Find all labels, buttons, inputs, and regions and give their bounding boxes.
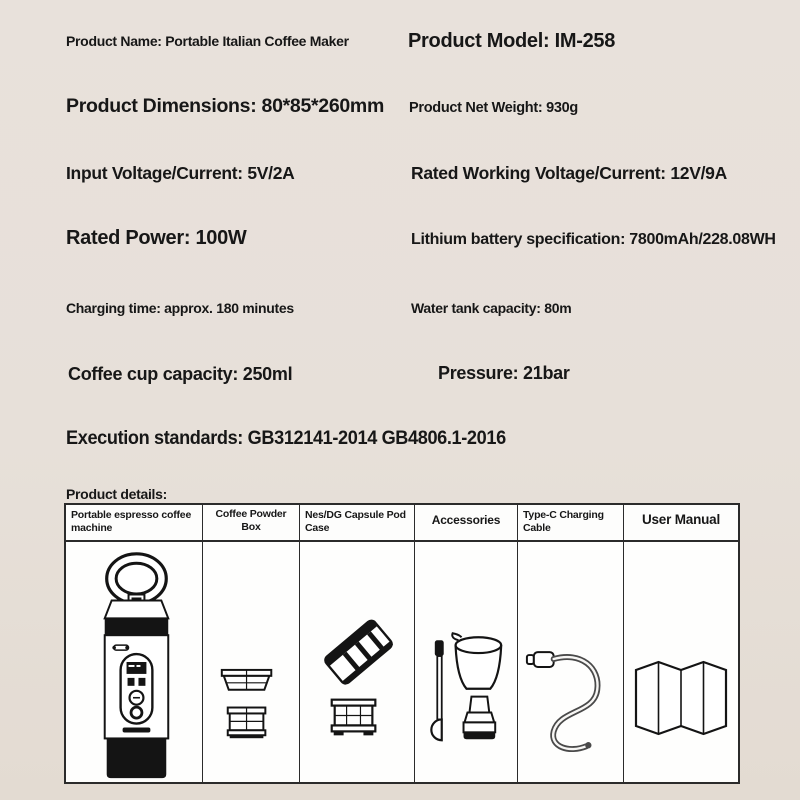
spec-battery: Lithium battery specification: 7800mAh/228.08WH	[411, 231, 776, 248]
column-header-accessories: Accessories	[415, 505, 518, 542]
spec-execution-standards: Execution standards: GB312141-2014 GB4806.1-2016	[66, 427, 506, 449]
spec-product-model: Product Model: IM-258	[408, 30, 616, 52]
column-header-coffee-powder-box: Coffee Powder Box	[203, 505, 300, 542]
charging-cable-illustration	[518, 542, 623, 782]
capsule-pod-case-illustration	[300, 542, 414, 782]
spec-net-weight: Product Net Weight: 930g	[409, 100, 578, 116]
user-manual-illustration	[624, 542, 738, 782]
spec-rated-working-voltage: Rated Working Voltage/Current: 12V/9A	[411, 163, 727, 183]
accessories-illustration	[415, 542, 517, 782]
product-details-label: Product details:	[66, 486, 167, 502]
cell-charging-cable	[518, 542, 624, 782]
column-header-espresso-machine: Portable espresso coffee machine	[66, 505, 203, 542]
cell-accessories	[415, 542, 518, 782]
product-details-table	[64, 503, 740, 784]
cell-espresso-machine	[66, 542, 203, 782]
column-header-capsule-pod-case: Nes/DG Capsule Pod Case	[300, 505, 415, 542]
cell-user-manual	[624, 542, 738, 782]
column-header-user-manual: User Manual	[624, 505, 738, 542]
spec-product-name: Product Name: Portable Italian Coffee Maker	[66, 33, 349, 49]
cell-coffee-powder-box	[203, 542, 300, 782]
spec-cup-capacity: Coffee cup capacity: 250ml	[68, 364, 293, 384]
column-header-charging-cable: Type-C Charging Cable	[518, 505, 624, 542]
spec-dimensions: Product Dimensions: 80*85*260mm	[66, 95, 384, 117]
spec-charging-time: Charging time: approx. 180 minutes	[66, 300, 294, 316]
spec-pressure: Pressure: 21bar	[438, 363, 570, 383]
coffee-powder-box-illustration	[203, 542, 299, 782]
espresso-machine-illustration	[66, 542, 202, 782]
spec-input-voltage: Input Voltage/Current: 5V/2A	[66, 163, 295, 183]
spec-rated-power: Rated Power: 100W	[66, 227, 247, 249]
spec-water-tank: Water tank capacity: 80m	[411, 300, 572, 316]
cell-capsule-pod-case	[300, 542, 415, 782]
